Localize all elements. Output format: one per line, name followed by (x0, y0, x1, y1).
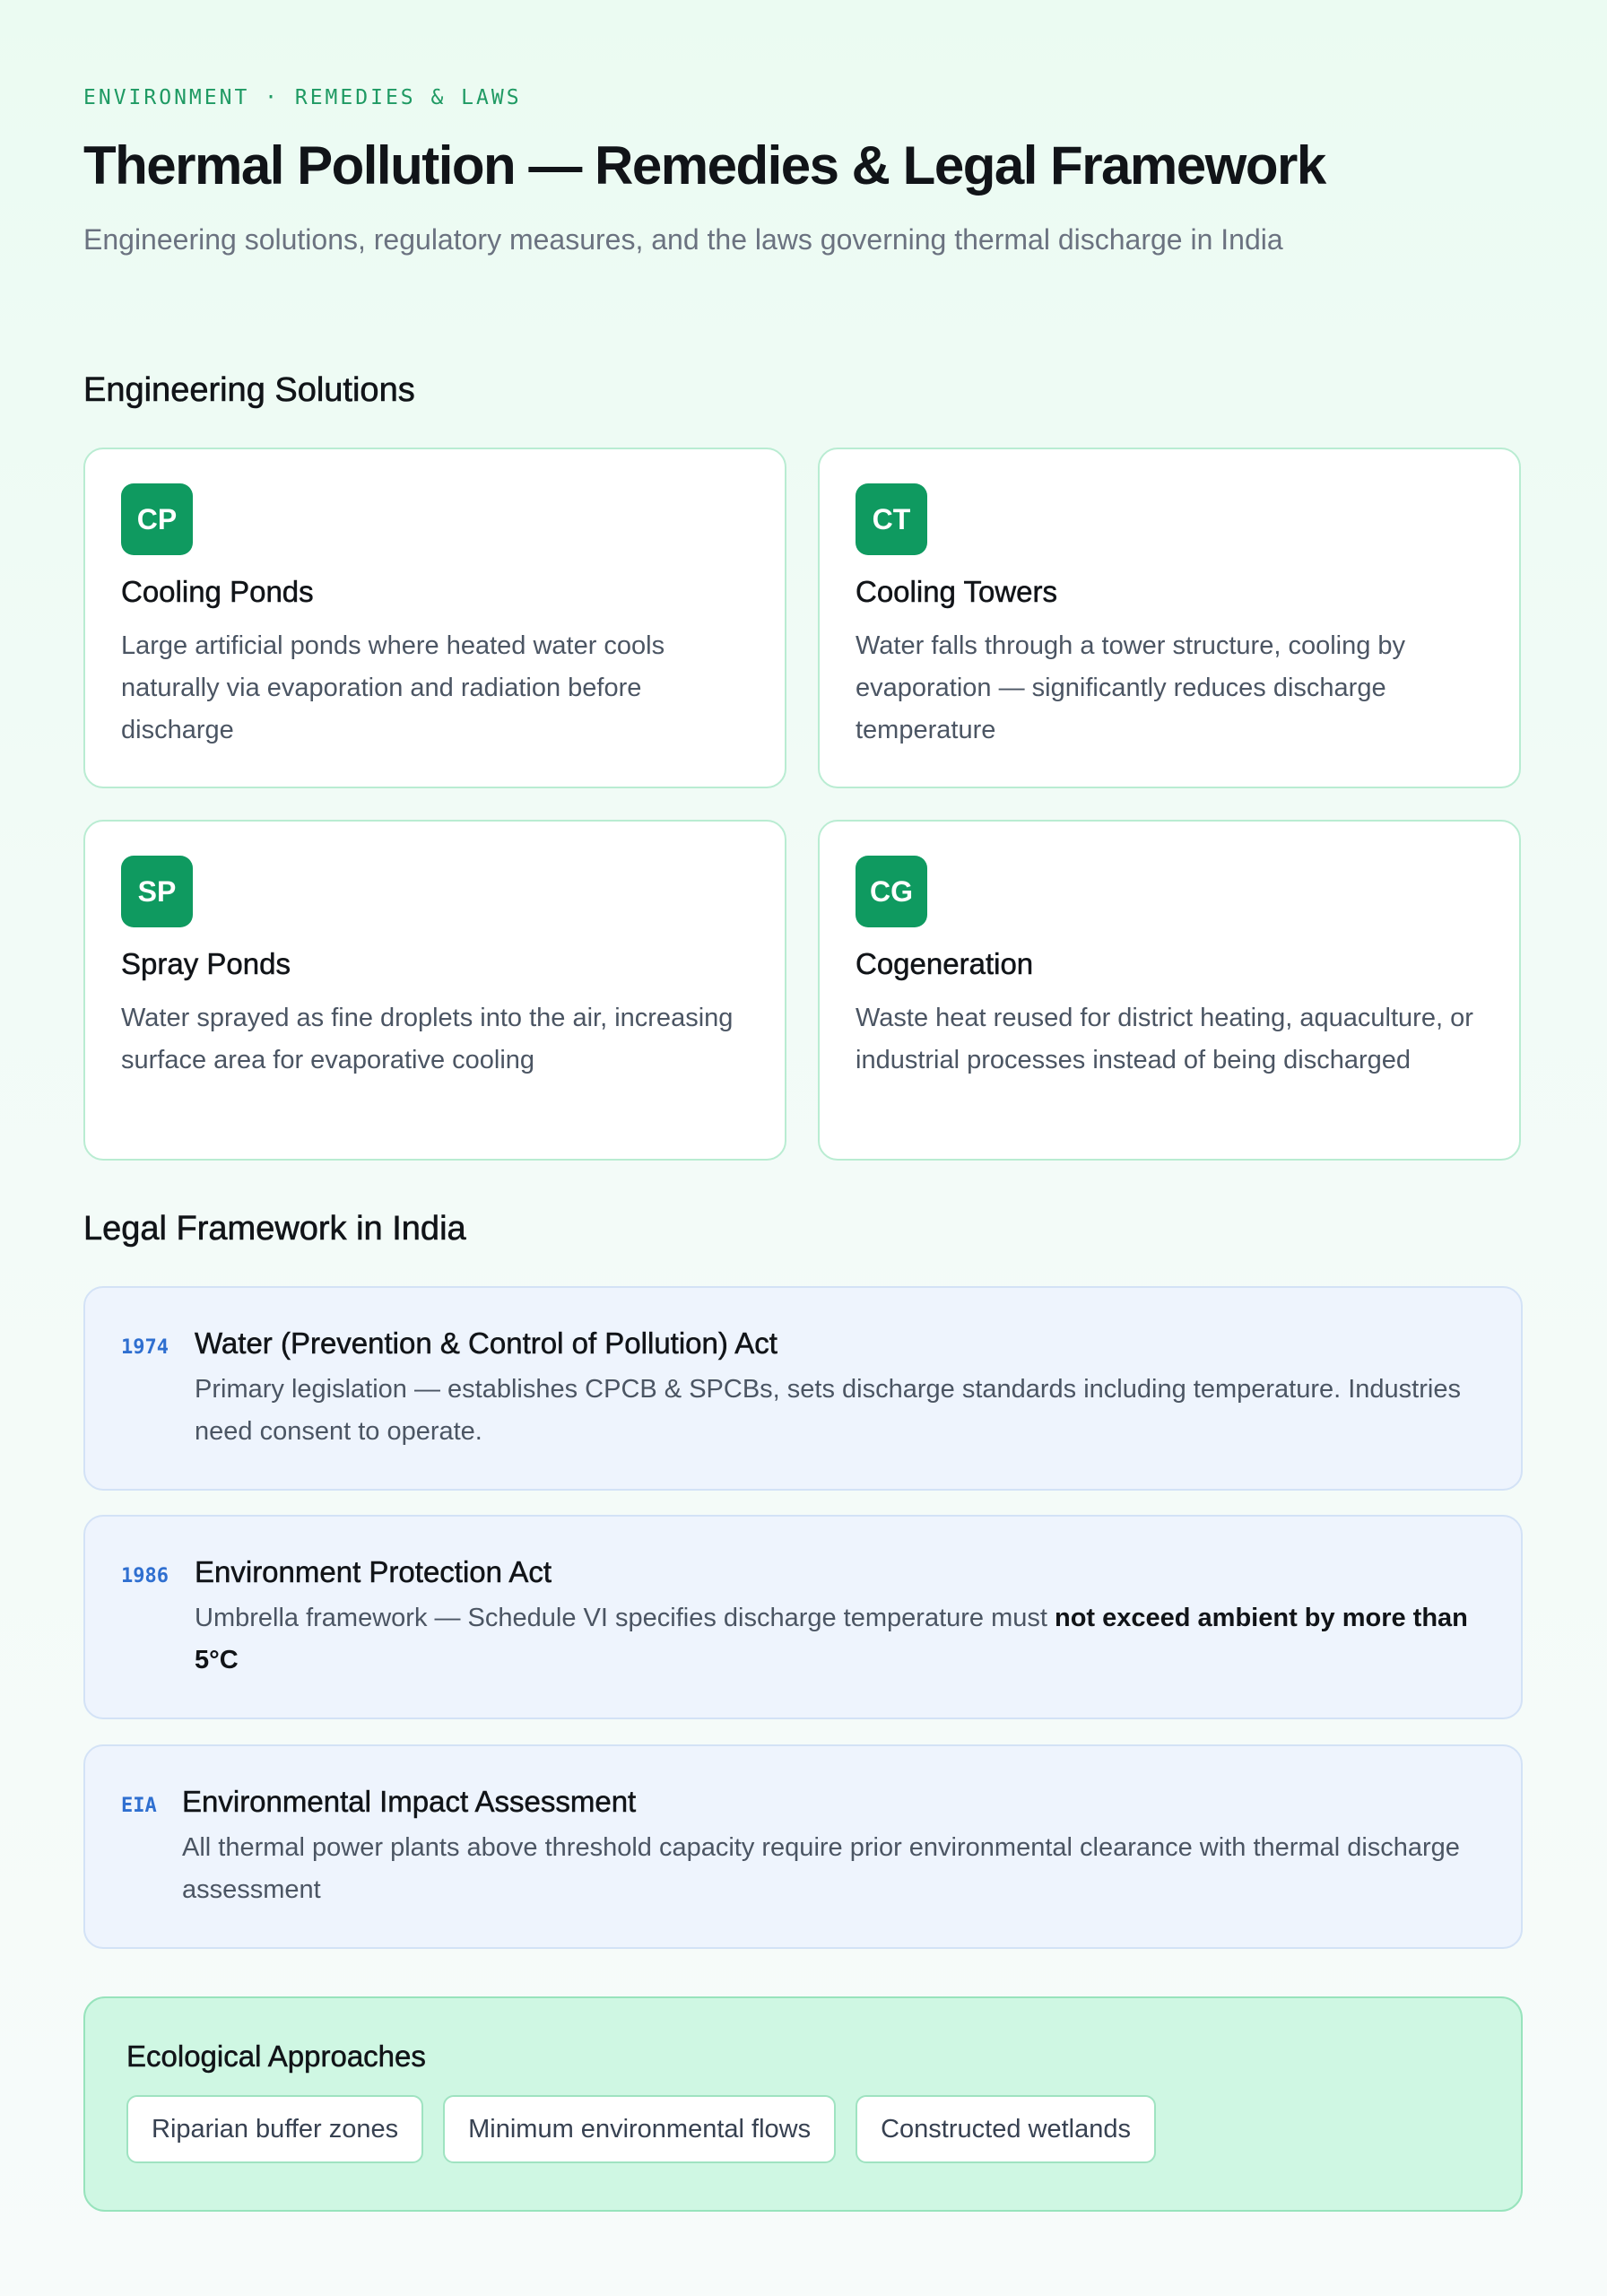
law-eia (83, 1744, 1523, 1949)
law-title: Environmental Impact Assessment (182, 1785, 637, 1818)
ecological-title: Ecological Approaches (126, 2039, 426, 2073)
chip-riparian-buffer-zones: Riparian buffer zones (126, 2095, 423, 2163)
card-title: Spray Ponds (121, 947, 291, 980)
cooling-ponds-badge: CP (121, 483, 193, 555)
law-body (195, 1324, 1485, 1489)
legal-heading: Legal Framework in India (83, 1210, 466, 1248)
card-title: Cooling Ponds (121, 575, 314, 608)
card-description: Waste heat reused for district heating, aquaculture, or industrial processes instead of being discharged (856, 1004, 1473, 1074)
law-body (195, 1552, 1485, 1718)
law-title: Environment Protection Act (195, 1555, 552, 1588)
card-cooling-ponds (83, 448, 786, 788)
law-year: 1974 (121, 1336, 169, 1359)
chip-minimum-environmental-flows: Minimum environmental flows (443, 2095, 836, 2163)
law-description (195, 1597, 1485, 1682)
card-spray-ponds (83, 820, 786, 1161)
page-subtitle: Engineering solutions, regulatory measures, and the laws governing thermal discharge in India (83, 223, 1283, 256)
card-cooling-towers (818, 448, 1521, 788)
law-water-act (83, 1286, 1523, 1491)
law-description-text: Umbrella framework — Schedule VI specifies discharge temperature must (195, 1604, 1055, 1632)
law-description: Primary legislation — establishes CPCB & SPCBs, sets discharge standards including temperature. Industries need consent to operate. (195, 1375, 1461, 1446)
cooling-towers-badge: CT (856, 483, 927, 555)
chip-constructed-wetlands: Constructed wetlands (856, 2095, 1156, 2163)
ecological-chips (126, 2095, 1480, 2163)
card-description: Water falls through a tower structure, cooling by evaporation — significantly reduces discharge temperature (856, 631, 1406, 744)
card-cogeneration (818, 820, 1521, 1161)
law-description: All thermal power plants above threshold capacity require prior environmental clearance with thermal discharge assessment (182, 1833, 1460, 1904)
law-body (182, 1782, 1485, 1947)
law-title: Water (Prevention & Control of Pollution) Act (195, 1326, 777, 1360)
law-year: EIA (121, 1795, 157, 1817)
card-description: Large artificial ponds where heated water cools naturally via evaporation and radiation before discharge (121, 631, 665, 744)
law-year: 1986 (121, 1565, 169, 1587)
card-title: Cooling Towers (856, 575, 1058, 608)
kicker: ENVIRONMENT · REMEDIES & LAWS (83, 86, 522, 109)
spray-ponds-badge: SP (121, 856, 193, 927)
cogeneration-badge: CG (856, 856, 927, 927)
engineering-heading: Engineering Solutions (83, 371, 415, 409)
ecological-approaches-panel (83, 1996, 1523, 2212)
page-title: Thermal Pollution — Remedies & Legal Framework (83, 135, 1325, 196)
law-environment-protection-act (83, 1515, 1523, 1719)
card-description: Water sprayed as fine droplets into the air, increasing surface area for evaporative cooling (121, 1004, 734, 1074)
card-title: Cogeneration (856, 947, 1034, 980)
law-description-emphasis: not exceed ambient by more than 5°C (195, 1604, 1468, 1674)
